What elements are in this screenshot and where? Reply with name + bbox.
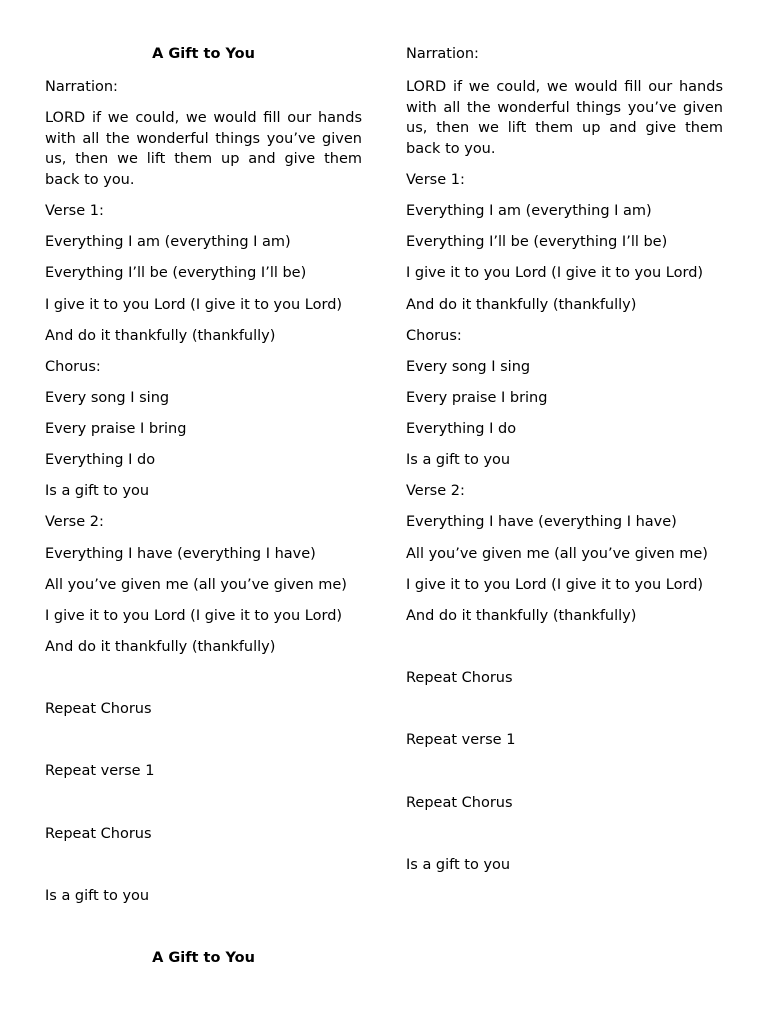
ending-line: Is a gift to you [45, 888, 150, 904]
verse2-line: All you’ve given me (all you’ve given me) [406, 546, 708, 562]
repeat-verse1: Repeat verse 1 [406, 732, 516, 748]
ending-line: Is a gift to you [406, 857, 511, 873]
verse2-line: All you’ve given me (all you’ve given me) [45, 577, 347, 593]
repeat-chorus: Repeat Chorus [406, 670, 513, 686]
repeat-verse1: Repeat verse 1 [45, 763, 155, 779]
song-title: A Gift to You [152, 46, 255, 62]
verse2-label: Verse 2: [406, 483, 465, 499]
narration-label: Narration: [45, 79, 118, 95]
chorus-line: Every praise I bring [406, 390, 548, 406]
verse2-line: And do it thankfully (thankfully) [406, 608, 637, 624]
verse1-line: And do it thankfully (thankfully) [45, 328, 276, 344]
repeat-chorus: Repeat Chorus [406, 795, 513, 811]
chorus-line: Is a gift to you [406, 452, 511, 468]
verse1-line: And do it thankfully (thankfully) [406, 297, 637, 313]
verse1-line: I give it to you Lord (I give it to you Lord) [45, 297, 343, 313]
verse2-label: Verse 2: [45, 514, 104, 530]
chorus-line: Everything I do [406, 421, 517, 437]
chorus-line: Every praise I bring [45, 421, 187, 437]
chorus-label: Chorus: [406, 328, 462, 344]
verse1-line: Everything I’ll be (everything I’ll be) [45, 265, 307, 281]
verse2-line: I give it to you Lord (I give it to you Lord) [45, 608, 343, 624]
verse2-line: And do it thankfully (thankfully) [45, 639, 276, 655]
verse2-line: I give it to you Lord (I give it to you Lord) [406, 577, 704, 593]
chorus-line: Is a gift to you [45, 483, 150, 499]
chorus-line: Everything I do [45, 452, 156, 468]
narration-text: LORD if we could, we would fill our hands with all the wonderful things you’ve given us, then we lift them up and give them back to you. [45, 110, 362, 189]
repeat-chorus: Repeat Chorus [45, 701, 152, 717]
song-title: A Gift to You [152, 950, 255, 966]
chorus-label: Chorus: [45, 359, 101, 375]
verse2-line: Everything I have (everything I have) [45, 546, 316, 562]
verse1-line: I give it to you Lord (I give it to you Lord) [406, 265, 704, 281]
repeat-chorus: Repeat Chorus [45, 826, 152, 842]
verse1-label: Verse 1: [45, 203, 104, 219]
narration-text: LORD if we could, we would fill our hands with all the wonderful things you’ve given us, then we lift them up and give them back to you. [406, 79, 723, 158]
chorus-line: Every song I sing [45, 390, 170, 406]
verse1-line: Everything I am (everything I am) [406, 203, 652, 219]
narration-label: Narration: [406, 46, 479, 62]
verse2-line: Everything I have (everything I have) [406, 514, 677, 530]
chorus-line: Every song I sing [406, 359, 531, 375]
verse1-label: Verse 1: [406, 172, 465, 188]
verse1-line: Everything I’ll be (everything I’ll be) [406, 234, 668, 250]
verse1-line: Everything I am (everything I am) [45, 234, 291, 250]
